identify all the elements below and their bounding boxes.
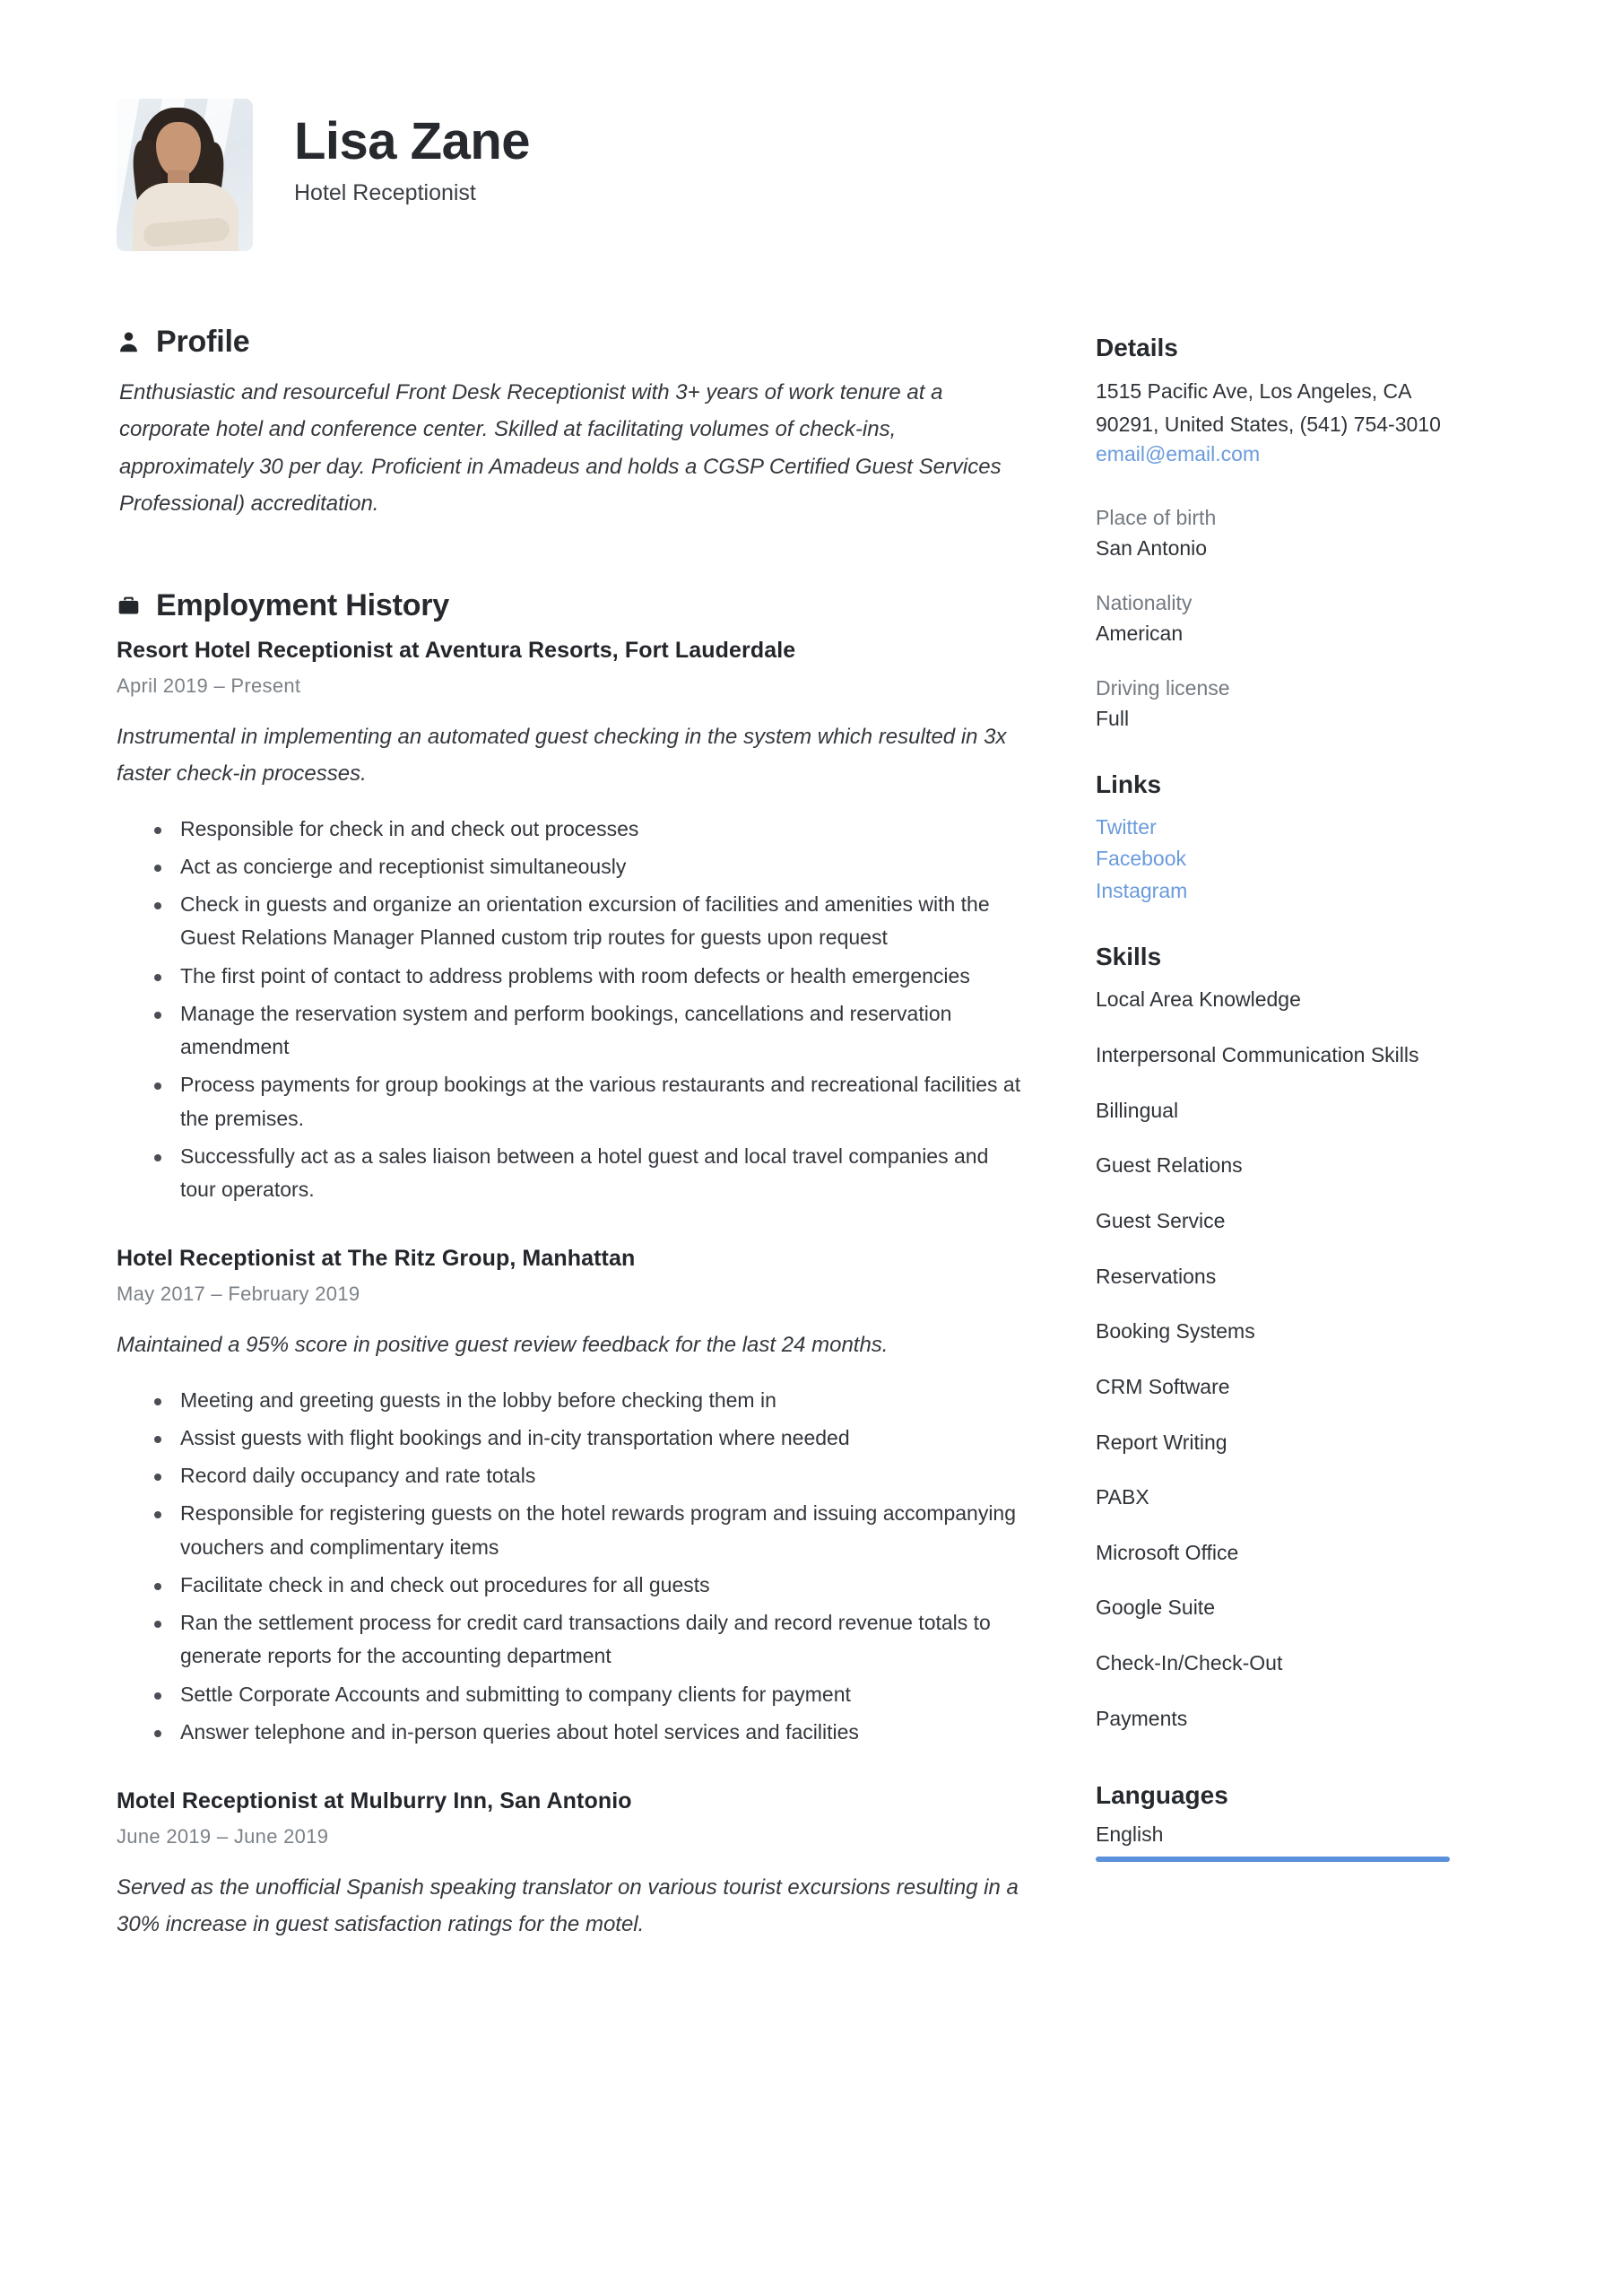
skill-item: Guest Service	[1096, 1208, 1226, 1232]
language-level-bar	[1096, 1857, 1450, 1862]
skill-item: Guest Relations	[1096, 1153, 1243, 1178]
spacer	[1096, 466, 1450, 502]
avatar	[117, 99, 253, 251]
job-bullet: Ran the settlement process for credit card transactions daily and record revenue totals to generate reports for the accounting department	[152, 1606, 1022, 1674]
email-link[interactable]: email@email.com	[1096, 441, 1261, 465]
job-entry	[117, 1788, 1022, 1944]
spacer	[1096, 564, 1450, 587]
detail-value-driving-license: Full	[1096, 707, 1130, 730]
job-bullet: Act as concierge and receptionist simultaneously	[152, 850, 1022, 883]
job-summary: Served as the unofficial Spanish speaking translator on various tourist excursions resulting in a 30% increase in guest satisfaction ratings for the motel.	[117, 1875, 1019, 1937]
skill-item: CRM Software	[1096, 1374, 1230, 1398]
name-block	[294, 99, 530, 206]
spacer	[1096, 649, 1450, 673]
sidebar	[1096, 325, 1450, 1862]
page-title: Lisa Zane	[294, 112, 531, 170]
detail-value-nationality: American	[1096, 622, 1184, 645]
skill-item: Billingual	[1096, 1098, 1179, 1122]
link-facebook[interactable]: Facebook	[1096, 847, 1187, 871]
detail-label-driving-license: Driving license	[1096, 675, 1230, 700]
detail-label-place-of-birth: Place of birth	[1096, 505, 1217, 529]
skill-item: Report Writing	[1096, 1430, 1227, 1454]
skill-item: Interpersonal Communication Skills	[1096, 1043, 1419, 1067]
skill-item: Google Suite	[1096, 1596, 1215, 1620]
main-column	[117, 325, 1022, 1983]
job-bullet: Responsible for registering guests on the hotel rewards program and issuing accompanying vouchers and complimentary items	[152, 1497, 1022, 1564]
skill-item: PABX	[1096, 1485, 1149, 1509]
job-title: Hotel Receptionist at The Ritz Group, Manhattan	[117, 1246, 636, 1272]
skill-item: Booking Systems	[1096, 1319, 1255, 1344]
job-bullet: Manage the reservation system and perform bookings, cancellations and reservation amendment	[152, 997, 1022, 1065]
link-twitter[interactable]: Twitter	[1096, 814, 1157, 839]
details-heading: Details	[1096, 334, 1178, 361]
languages-heading: Languages	[1096, 1781, 1228, 1810]
skill-item: Check-In/Check-Out	[1096, 1651, 1283, 1675]
job-title: Resort Hotel Receptionist at Aventura Resorts, Fort Lauderdale	[117, 638, 796, 664]
job-entry	[117, 638, 1022, 1206]
section-spacer	[117, 522, 1022, 588]
profile-text: Enthusiastic and resourceful Front Desk Receptionist with 3+ years of work tenure at a corporate hotel and conference center. Skilled at facilitating volumes of check-ins, approximately 30 per day. Proficient in Amadeus and holds a CGSP Certified Guest Services Professional) accreditation.	[119, 380, 1002, 516]
job-dates: May 2017 – February 2019	[117, 1283, 360, 1306]
job-bullet-list	[117, 813, 1022, 1207]
link-instagram[interactable]: Instagram	[1096, 878, 1188, 902]
job-bullet-list	[117, 1384, 1022, 1750]
profile-section-header	[117, 325, 1022, 360]
job-bullet: Settle Corporate Accounts and submitting to company clients for payment	[152, 1678, 1022, 1711]
skill-item: Payments	[1096, 1706, 1188, 1730]
person-icon	[117, 330, 141, 354]
skill-item: Microsoft Office	[1096, 1540, 1239, 1564]
job-dates: June 2019 – June 2019	[117, 1825, 329, 1848]
job-dates: April 2019 – Present	[117, 674, 301, 698]
job-bullet: Answer telephone and in-person queries about hotel services and facilities	[152, 1716, 1022, 1749]
links-heading: Links	[1096, 770, 1162, 798]
resume-body	[117, 325, 1505, 1983]
detail-label-nationality: Nationality	[1096, 590, 1193, 614]
job-bullet: Record daily occupancy and rate totals	[152, 1459, 1022, 1492]
job-bullet: Successfully act as a sales liaison between a hotel guest and local travel companies and tour operators.	[152, 1140, 1022, 1207]
skill-item: Local Area Knowledge	[1096, 987, 1301, 1012]
details-address: 1515 Pacific Ave, Los Angeles, CA 90291, United States, (541) 754-3010	[1096, 379, 1441, 437]
profile-heading: Profile	[156, 325, 250, 359]
spacer	[1096, 907, 1450, 943]
job-bullet: Responsible for check in and check out processes	[152, 813, 1022, 846]
detail-value-place-of-birth: San Antonio	[1096, 536, 1208, 560]
job-entry	[117, 1246, 1022, 1749]
language-name: English	[1096, 1822, 1164, 1847]
skills-heading: Skills	[1096, 943, 1162, 971]
spacer	[1096, 735, 1450, 770]
spacer	[1096, 1758, 1450, 1781]
job-bullet: Check in guests and organize an orientation excursion of facilities and amenities with the Guest Relations Manager Planned custom trip routes for guests upon request	[152, 888, 1022, 955]
job-summary: Maintained a 95% score in positive guest review feedback for the last 24 months.	[117, 1333, 889, 1358]
employment-heading: Employment History	[156, 588, 450, 623]
job-summary: Instrumental in implementing an automated guest checking in the system which resulted in 3x faster check-in processes.	[117, 725, 1007, 787]
employment-section-header	[117, 588, 1022, 623]
job-bullet: Facilitate check in and check out procedures for all guests	[152, 1569, 1022, 1602]
job-title: Motel Receptionist at Mulburry Inn, San Antonio	[117, 1788, 632, 1814]
job-bullet: Process payments for group bookings at the various restaurants and recreational facilities at the premises.	[152, 1068, 1022, 1135]
briefcase-icon	[117, 594, 141, 618]
job-bullet: Assist guests with flight bookings and in-city transportation where needed	[152, 1422, 1022, 1455]
job-title-subtitle: Hotel Receptionist	[294, 179, 476, 205]
skill-item: Reservations	[1096, 1264, 1217, 1288]
job-bullet: Meeting and greeting guests in the lobby before checking them in	[152, 1384, 1022, 1417]
job-bullet: The first point of contact to address problems with room defects or health emergencies	[152, 960, 1022, 993]
resume-header	[117, 99, 1505, 251]
